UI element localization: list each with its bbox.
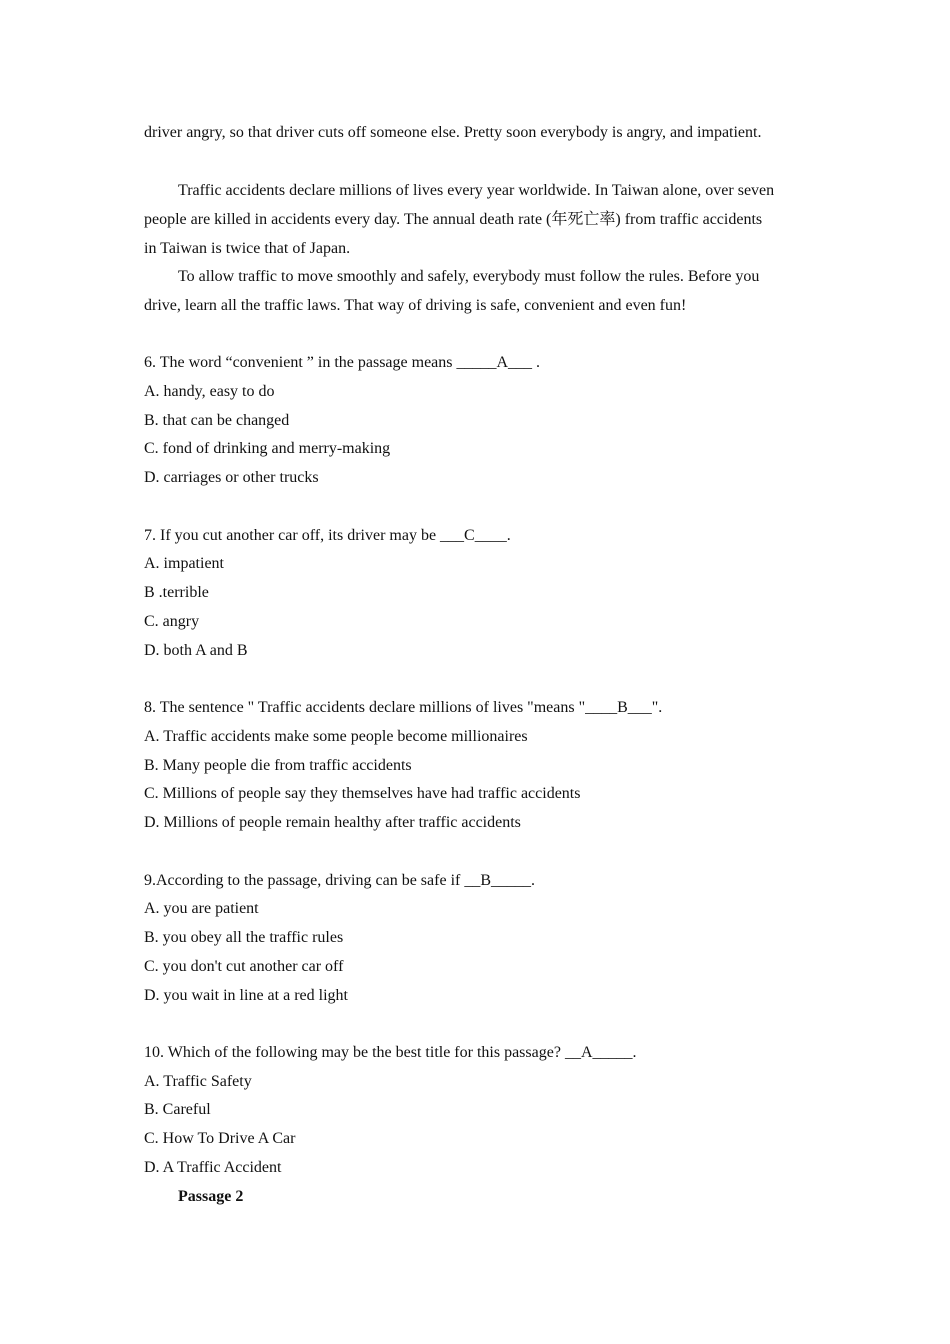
question-9-option-a: A. you are patient	[144, 900, 259, 917]
passage-line: in Taiwan is twice that of Japan.	[144, 240, 351, 257]
question-8-stem: 8. The sentence " Traffic accidents declare millions of lives "means "____B___".	[144, 699, 663, 716]
question-9-option-d: D. you wait in line at a red light	[144, 987, 348, 1004]
question-6-option-c: C. fond of drinking and merry-making	[144, 440, 391, 457]
question-10-option-d: D. A Traffic Accident	[144, 1159, 282, 1176]
passage-line: Traffic accidents declare millions of lives every year worldwide. In Taiwan alone, over seven	[178, 182, 775, 199]
question-6-stem: 6. The word “convenient ” in the passage means _____A___ .	[144, 354, 541, 371]
question-6-option-b: B. that can be changed	[144, 412, 290, 429]
question-10-option-b: B. Careful	[144, 1101, 211, 1118]
question-10-option-c: C. How To Drive A Car	[144, 1130, 296, 1147]
question-8-option-c: C. Millions of people say they themselves have had traffic accidents	[144, 785, 581, 802]
question-8-option-b: B. Many people die from traffic accidents	[144, 757, 412, 774]
question-7-stem: 7. If you cut another car off, its driver may be ___C____.	[144, 527, 511, 544]
question-6-option-a: A. handy, easy to do	[144, 383, 275, 400]
passage-line: To allow traffic to move smoothly and safely, everybody must follow the rules. Before you	[178, 268, 760, 285]
passage-2-heading: Passage 2	[178, 1188, 244, 1205]
question-8-option-d: D. Millions of people remain healthy after traffic accidents	[144, 814, 521, 831]
question-7-option-b: B .terrible	[144, 584, 209, 601]
question-9-option-b: B. you obey all the traffic rules	[144, 929, 344, 946]
passage-line: people are killed in accidents every day. The annual death rate (年死亡率) from traffic accidents	[144, 211, 763, 228]
question-10-stem: 10. Which of the following may be the best title for this passage? __A_____.	[144, 1044, 637, 1061]
question-6-option-d: D. carriages or other trucks	[144, 469, 319, 486]
question-10-option-a: A. Traffic Safety	[144, 1073, 252, 1090]
question-7-option-c: C. angry	[144, 613, 200, 630]
question-8-option-a: A. Traffic accidents make some people become millionaires	[144, 728, 528, 745]
passage-line: driver angry, so that driver cuts off someone else. Pretty soon everybody is angry, and impatient.	[144, 124, 762, 141]
question-7-option-a: A. impatient	[144, 555, 224, 572]
question-9-option-c: C. you don't cut another car off	[144, 958, 344, 975]
passage-line: drive, learn all the traffic laws. That way of driving is safe, convenient and even fun!	[144, 297, 687, 314]
question-9-stem: 9.According to the passage, driving can be safe if __B_____.	[144, 872, 536, 889]
question-7-option-d: D. both A and B	[144, 642, 248, 659]
